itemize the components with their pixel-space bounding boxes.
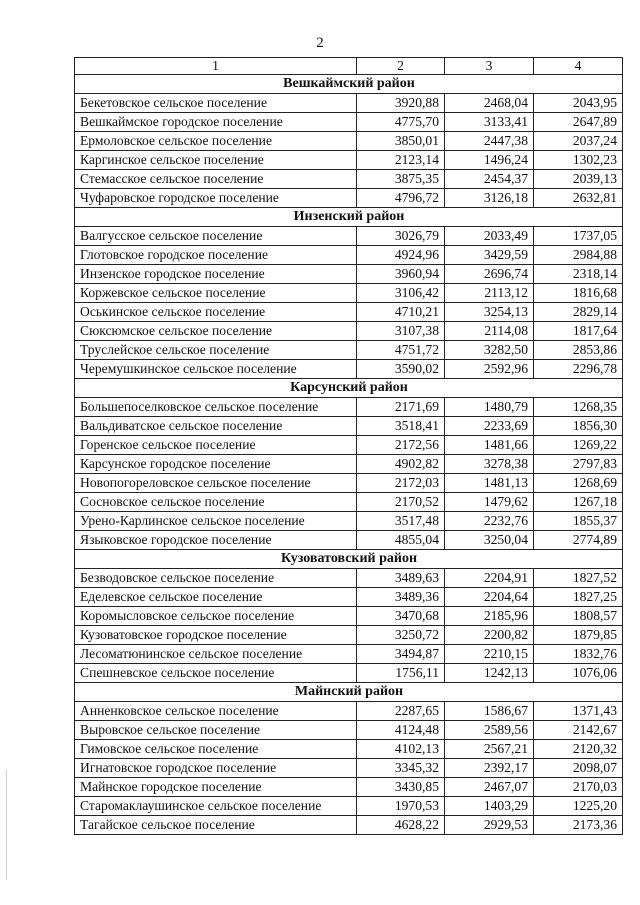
table-row: [75, 113, 623, 132]
value-col-2: 3470,68: [357, 607, 445, 626]
table-row: [75, 94, 623, 113]
value-col-4: 2774,89: [534, 531, 623, 550]
value-col-2: 3430,85: [357, 778, 445, 797]
settlement-name: Старомаклаушинское сельское поселение: [75, 797, 357, 816]
settlement-name: Тагайское сельское поселение: [75, 816, 357, 835]
value-col-4: 1879,85: [534, 626, 623, 645]
value-col-4: 1808,57: [534, 607, 623, 626]
value-col-4: 1076,06: [534, 664, 623, 683]
value-col-2: 4902,82: [357, 455, 445, 474]
settlement-name: Каргинское сельское поселение: [75, 151, 357, 170]
settlement-name: Ермоловское сельское поселение: [75, 132, 357, 151]
value-col-2: 4855,04: [357, 531, 445, 550]
value-col-2: 3106,42: [357, 284, 445, 303]
value-col-2: 2172,56: [357, 436, 445, 455]
column-header-3: 3: [445, 58, 534, 75]
table-row: [75, 664, 623, 683]
settlement-name: Игнатовское городское поселение: [75, 759, 357, 778]
value-col-2: 3518,41: [357, 417, 445, 436]
value-col-3: 2113,12: [445, 284, 534, 303]
table-row: [75, 740, 623, 759]
settlement-name: Большепоселковское сельское поселение: [75, 398, 357, 417]
value-col-3: 1586,67: [445, 702, 534, 721]
table-row: [75, 246, 623, 265]
table-row: [75, 569, 623, 588]
value-col-3: 3282,50: [445, 341, 534, 360]
value-col-3: 2200,82: [445, 626, 534, 645]
settlement-name: Урено-Карлинское сельское поселение: [75, 512, 357, 531]
value-col-2: 1756,11: [357, 664, 445, 683]
value-col-2: 2123,14: [357, 151, 445, 170]
column-header-2: 2: [357, 58, 445, 75]
district-header-row: [75, 208, 623, 227]
settlement-name: Лесоматюнинское сельское поселение: [75, 645, 357, 664]
value-col-4: 1225,20: [534, 797, 623, 816]
settlement-name: Еделевское сельское поселение: [75, 588, 357, 607]
value-col-3: 1403,29: [445, 797, 534, 816]
value-col-3: 2468,04: [445, 94, 534, 113]
settlement-name: Кузоватовское городское поселение: [75, 626, 357, 645]
value-col-3: 3254,13: [445, 303, 534, 322]
table-row: [75, 417, 623, 436]
value-col-2: 2170,52: [357, 493, 445, 512]
value-col-3: 1481,66: [445, 436, 534, 455]
settlement-name: Труслейское сельское поселение: [75, 341, 357, 360]
value-col-4: 2296,78: [534, 360, 623, 379]
table-row: [75, 797, 623, 816]
value-col-3: 3429,59: [445, 246, 534, 265]
value-col-3: 2592,96: [445, 360, 534, 379]
table-row: [75, 816, 623, 835]
value-col-4: 1827,52: [534, 569, 623, 588]
value-col-2: 3920,88: [357, 94, 445, 113]
value-col-2: 4628,22: [357, 816, 445, 835]
value-col-4: 2647,89: [534, 113, 623, 132]
district-header-row: [75, 550, 623, 569]
district-name: Вешкаймский район: [75, 75, 623, 94]
value-col-4: 2120,32: [534, 740, 623, 759]
table-row: [75, 778, 623, 797]
value-col-2: 4796,72: [357, 189, 445, 208]
settlement-name: Сосновское сельское поселение: [75, 493, 357, 512]
table-row: [75, 227, 623, 246]
table-row: [75, 455, 623, 474]
value-col-2: 3026,79: [357, 227, 445, 246]
table-header: [75, 58, 623, 75]
value-col-3: 1496,24: [445, 151, 534, 170]
value-col-3: 2232,76: [445, 512, 534, 531]
column-header-1: 1: [75, 58, 357, 75]
settlement-name: Безводовское сельское поселение: [75, 569, 357, 588]
value-col-3: 2392,17: [445, 759, 534, 778]
table-row: [75, 265, 623, 284]
value-col-4: 1737,05: [534, 227, 623, 246]
value-col-2: 4124,48: [357, 721, 445, 740]
value-col-4: 1832,76: [534, 645, 623, 664]
table-row: [75, 189, 623, 208]
value-col-3: 3126,18: [445, 189, 534, 208]
value-col-4: 2039,13: [534, 170, 623, 189]
value-col-3: 2929,53: [445, 816, 534, 835]
value-col-2: 3494,87: [357, 645, 445, 664]
table-row: [75, 151, 623, 170]
value-col-2: 1970,53: [357, 797, 445, 816]
settlement-name: Майнское городское поселение: [75, 778, 357, 797]
value-col-2: 4924,96: [357, 246, 445, 265]
settlement-name: Вальдиватское сельское поселение: [75, 417, 357, 436]
settlement-name: Коромысловское сельское поселение: [75, 607, 357, 626]
settlement-name: Коржевское сельское поселение: [75, 284, 357, 303]
value-col-3: 2033,49: [445, 227, 534, 246]
value-col-3: 1479,62: [445, 493, 534, 512]
district-name: Карсунский район: [75, 379, 623, 398]
value-col-4: 1268,69: [534, 474, 623, 493]
value-col-3: 1481,13: [445, 474, 534, 493]
table-row: [75, 512, 623, 531]
table-row: [75, 341, 623, 360]
settlement-name: Языковское городское поселение: [75, 531, 357, 550]
value-col-3: 2447,38: [445, 132, 534, 151]
settlement-name: Черемушкинское сельское поселение: [75, 360, 357, 379]
value-col-4: 1267,18: [534, 493, 623, 512]
district-name: Инзенский район: [75, 208, 623, 227]
value-col-3: 2467,07: [445, 778, 534, 797]
settlement-name: Новопогореловское сельское поселение: [75, 474, 357, 493]
value-col-2: 3107,38: [357, 322, 445, 341]
table-row: [75, 284, 623, 303]
table-row: [75, 607, 623, 626]
value-col-3: 2204,64: [445, 588, 534, 607]
value-col-4: 1816,68: [534, 284, 623, 303]
value-col-3: 2696,74: [445, 265, 534, 284]
value-col-4: 2318,14: [534, 265, 623, 284]
value-col-3: 2114,08: [445, 322, 534, 341]
value-col-2: 2171,69: [357, 398, 445, 417]
value-col-2: 3960,94: [357, 265, 445, 284]
value-col-2: 3590,02: [357, 360, 445, 379]
value-col-2: 4710,21: [357, 303, 445, 322]
value-col-2: 4102,13: [357, 740, 445, 759]
value-col-2: 3489,36: [357, 588, 445, 607]
settlement-name: Бекетовское сельское поселение: [75, 94, 357, 113]
table-row: [75, 626, 623, 645]
value-col-4: 1856,30: [534, 417, 623, 436]
table-body: [75, 75, 623, 835]
table-row: [75, 398, 623, 417]
table-row: [75, 493, 623, 512]
table-row: [75, 588, 623, 607]
page-number: 2: [316, 35, 324, 51]
value-col-3: 2185,96: [445, 607, 534, 626]
settlement-name: Стемасское сельское поселение: [75, 170, 357, 189]
table-row: [75, 531, 623, 550]
district-header-row: [75, 379, 623, 398]
value-col-4: 2043,95: [534, 94, 623, 113]
value-col-4: 2173,36: [534, 816, 623, 835]
table-row: [75, 170, 623, 189]
value-col-2: 4751,72: [357, 341, 445, 360]
value-col-3: 2210,15: [445, 645, 534, 664]
table-row: [75, 132, 623, 151]
table-row: [75, 322, 623, 341]
value-col-2: 2287,65: [357, 702, 445, 721]
value-col-2: 2172,03: [357, 474, 445, 493]
scan-edge-mark: [6, 770, 7, 880]
header-row: [75, 58, 623, 75]
settlement-name: Вешкаймское городское поселение: [75, 113, 357, 132]
settlements-table: [74, 57, 623, 835]
value-col-4: 1817,64: [534, 322, 623, 341]
value-col-3: 2567,21: [445, 740, 534, 759]
value-col-3: 3133,41: [445, 113, 534, 132]
value-col-3: 2204,91: [445, 569, 534, 588]
value-col-2: 3850,01: [357, 132, 445, 151]
table-row: [75, 702, 623, 721]
value-col-4: 1269,22: [534, 436, 623, 455]
value-col-4: 2984,88: [534, 246, 623, 265]
settlement-name: Анненковское сельское поселение: [75, 702, 357, 721]
value-col-4: 2632,81: [534, 189, 623, 208]
value-col-4: 1827,25: [534, 588, 623, 607]
settlement-name: Глотовское городское поселение: [75, 246, 357, 265]
value-col-3: 2454,37: [445, 170, 534, 189]
table-row: [75, 759, 623, 778]
district-name: Майнский район: [75, 683, 623, 702]
district-name: Кузоватовский район: [75, 550, 623, 569]
value-col-3: 1242,13: [445, 664, 534, 683]
column-header-4: 4: [534, 58, 623, 75]
value-col-4: 2037,24: [534, 132, 623, 151]
table-row: [75, 436, 623, 455]
value-col-4: 2829,14: [534, 303, 623, 322]
value-col-4: 1371,43: [534, 702, 623, 721]
value-col-4: 2170,03: [534, 778, 623, 797]
value-col-3: 2589,56: [445, 721, 534, 740]
settlement-name: Карсунское городское поселение: [75, 455, 357, 474]
district-header-row: [75, 683, 623, 702]
value-col-4: 2853,86: [534, 341, 623, 360]
settlement-name: Гимовское сельское поселение: [75, 740, 357, 759]
value-col-2: 3345,32: [357, 759, 445, 778]
value-col-3: 3278,38: [445, 455, 534, 474]
table-row: [75, 360, 623, 379]
value-col-2: 3250,72: [357, 626, 445, 645]
value-col-4: 1268,35: [534, 398, 623, 417]
value-col-2: 3875,35: [357, 170, 445, 189]
settlement-name: Сюксюмское сельское поселение: [75, 322, 357, 341]
district-header-row: [75, 75, 623, 94]
settlement-name: Выровское сельское поселение: [75, 721, 357, 740]
value-col-4: 1302,23: [534, 151, 623, 170]
value-col-4: 2797,83: [534, 455, 623, 474]
value-col-4: 2142,67: [534, 721, 623, 740]
table-row: [75, 721, 623, 740]
settlement-name: Валгусское сельское поселение: [75, 227, 357, 246]
settlement-name: Спешневское сельское поселение: [75, 664, 357, 683]
value-col-2: 3517,48: [357, 512, 445, 531]
settlement-name: Оськинское сельское поселение: [75, 303, 357, 322]
settlement-name: Горенское сельское поселение: [75, 436, 357, 455]
value-col-3: 3250,04: [445, 531, 534, 550]
settlement-name: Инзенское городское поселение: [75, 265, 357, 284]
value-col-2: 4775,70: [357, 113, 445, 132]
table-row: [75, 645, 623, 664]
table-row: [75, 303, 623, 322]
table-row: [75, 474, 623, 493]
value-col-2: 3489,63: [357, 569, 445, 588]
value-col-4: 2098,07: [534, 759, 623, 778]
value-col-3: 2233,69: [445, 417, 534, 436]
value-col-3: 1480,79: [445, 398, 534, 417]
settlement-name: Чуфаровское городское поселение: [75, 189, 357, 208]
value-col-4: 1855,37: [534, 512, 623, 531]
